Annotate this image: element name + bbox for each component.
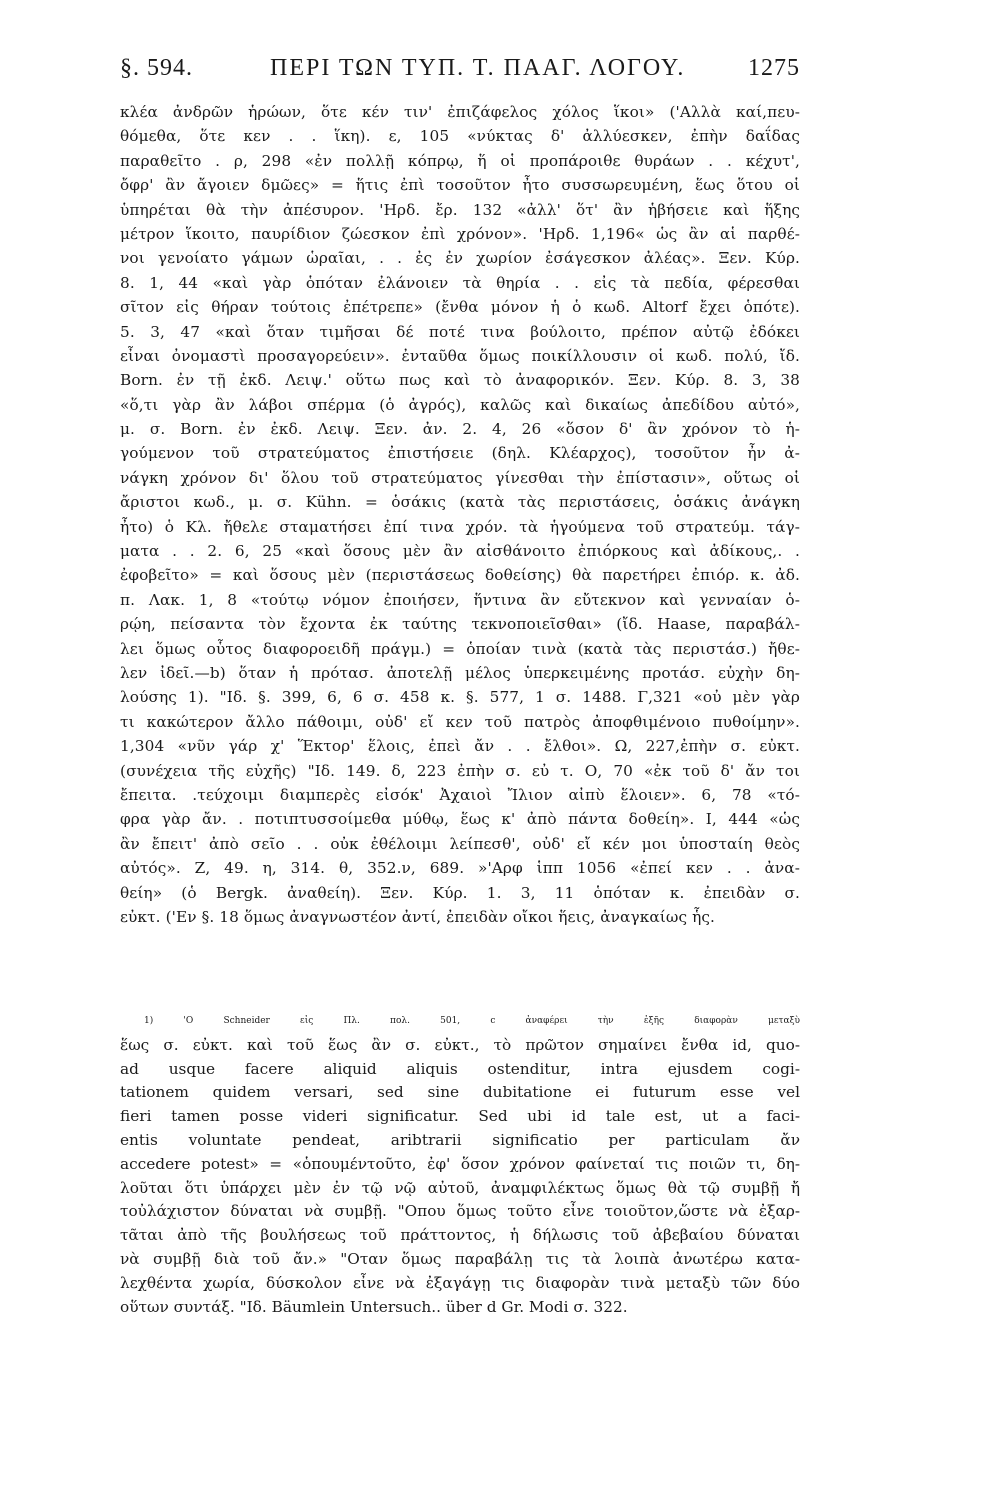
footnote-line: λοῦται ὅτι ὑπάρχει μὲν ἐν τῷ νῷ αὐτοῦ, ἀναμφιλέκτως ὅμως θὰ τῷ συμβῇ ἤ (120, 1178, 800, 1197)
text-line: 5. 3, 47 «καὶ ὅταν τιμῆσαι δέ ποτέ τινα βούλοιτο, πρέπον αὐτῷ ἐδόκει (120, 322, 800, 341)
text-line: μ. σ. Born. ἐν ἐκδ. Λειψ. Ξεν. ἀν. 2. 4, 26 «ὅσον δ' ἂν χρόνον τὸ ἡ- (120, 420, 800, 439)
footnote-line: ἕως σ. εὐκτ. καὶ τοῦ ἕως ἂν σ. εὐκτ., τὸ πρῶτον σημαίνει ἔνθα id, quo- (120, 1035, 800, 1054)
footnote-line: οὕτων συντάξ. "Ιδ. Bäumlein Untersuch.. über d Gr. Modi σ. 322. (120, 1297, 628, 1316)
text-line: τι κακώτερον ἄλλο πάθοιμι, οὐδ' εἴ κεν τοῦ πατρὸς ἀποφθιμένοιο πυθοίμην». (120, 712, 800, 731)
text-line: ἔπειτα. .τεύχοιμι διαμπερὲς εἰσόκ' Ἀχαιοὶ Ἴλιον αἰπὺ ἕλοιεν». 6, 78 «τό- (120, 785, 800, 804)
running-header (120, 55, 800, 95)
footnote-line: accedere potest» = «ὁπουμέντοῦτο, ἐφ' ὅσον χρόνον φαίνεταί τις ποιῶν τι, δη- (120, 1154, 800, 1173)
text-line: ρῴη, πείσαντα τὸν ἔχοντα ἐκ ταύτης τεκνοποιεῖσθαι» (ἴδ. Haase, παραβάλ- (120, 615, 800, 634)
page-number: 1275 (748, 55, 800, 81)
text-line: ὑπηρέται θὰ τὴν ἀπέσυρον. 'Ηρδ. ἔρ. 132 «ἀλλ' ὅτ' ἂν ἡβήσειε καὶ ἥξης (120, 200, 800, 219)
text-line: νάγκη χρόνον δι' ὅλου τοῦ στρατεύματος γίνεσθαι τὴν ἐπίστασιν», οὕτως οἱ (120, 468, 800, 487)
text-line: γούμενον τοῦ στρατεύματος ἐπιστήσειε (δηλ. Κλέαρχος), τοσοῦτον ἦν ἀ- (120, 444, 800, 463)
text-line: θείη» (ὁ Bergk. ἀναθείη). Ξεν. Κύρ. 1. 3, 11 ὁπόταν κ. ἐπειδὰν σ. (120, 883, 800, 902)
text-line: εὐκτ. ('Εν §. 18 ὅμως ἀναγνωστέον ἀντί, ἐπειδὰν οἴκοι ἥεις, ἀναγκαίως ἧς. (120, 907, 716, 926)
text-line: Born. ἐν τῇ ἐκδ. Λειψ.' οὕτω πως καὶ τὸ ἀναφορικόν. Ξεν. Κύρ. 8. 3, 38 (120, 371, 800, 390)
footnote-line: τᾶται ἀπὸ τῆς βουλήσεως τοῦ πράττοντος, ἡ δήλωσις τοῦ ἀβεβαίου δύναται (120, 1226, 800, 1245)
text-line: ἄριστοι κωδ., μ. σ. Kühn. = ὁσάκις (κατὰ τὰς περιστάσεις, ὁσάκις ἀνάγκη (120, 493, 800, 512)
text-line: 8. 1, 44 «καὶ γὰρ ὁπόταν ἐλάνοιεν τὰ θηρία . . εἰς τὰ πεδία, φέρεσθαι (120, 273, 800, 292)
text-line: ἐφοβεῖτο» = καὶ ὅσους μὲν (περιστάσεως δοθείσης) θὰ παρετήρει ἐπιόρ. κ. ἀδ. (120, 566, 800, 585)
text-line: ἦτο) ὁ Κλ. ἤθελε σταματήσει ἐπί τινα χρόν. τὰ ἡγούμενα τοῦ στρατεύμ. τάγ- (120, 517, 800, 536)
footnote-line: λεχθέντα χωρία, δύσκολον εἶνε νὰ ἐξαγάγῃ τις διαφορὰν τινὰ μεταξὺ τῶν δύο (120, 1273, 800, 1292)
text-line: εἶναι ὀνομαστὶ προσαγορεύειν». ἐνταῦθα ὅμως ποικίλλουσιν οἱ κωδ. πολύ, ἴδ. (120, 346, 800, 365)
text-line: αὐτός». Ζ, 49. η, 314. θ, 352.ν, 689. »'Αρφ ἱππ 1056 «ἐπεί κεν . . ἀνα- (120, 859, 800, 878)
footnote-line: τοὐλάχιστον δύναται νὰ συμβῇ. "Οπου ὅμως τοῦτο εἶνε τοιοῦτον,ὥστε νὰ ἐξαρ- (120, 1202, 800, 1221)
text-line: λεν ἰδεῖ.—b) ὅταν ἡ πρότασ. ἀποτελῇ μέλος ὑπερκειμένης προτάσ. εὐχὴν δη- (120, 663, 800, 682)
text-line: σῖτον εἰς θήραν τούτοις ἐπέτρεπε» (ἔνθα μόνον ἡ ὁ κωδ. Altorf ἔχει ὁπότε). (120, 298, 800, 317)
text-line: κλέα ἀνδρῶν ἡρώων, ὅτε κέν τιν' ἐπιζάφελος χόλος ἵκοι» ('Αλλὰ καί,πευ- (120, 103, 800, 121)
text-line: λει ὅμως οὗτος διαφοροειδῆ πράγμ.) = ὁποίαν τινὰ (κατὰ τὰς περιστάσ.) ἤθε- (120, 639, 800, 658)
text-line: «ὅ,τι γὰρ ἂν λάβοι σπέρμα (ὁ ἀγρός), καλῶς καὶ δικαίως ἀπεδίδου αὐτό», (120, 395, 800, 414)
footnote-line: fieri tamen posse videri significatur. Sed ubi id tale est, ut a faci- (120, 1107, 800, 1126)
text-line: μέτρον ἵκοιτο, παυρίδιον ζώεσκον ἐπὶ χρόνον». 'Ηρδ. 1,196« ὡς ἂν αἱ παρθέ- (120, 224, 800, 243)
text-line: θόμεθα, ὅτε κεν . . ἵκη). ε, 105 «νύκτας δ' ἀλλύεσκεν, ἐπὴν δαΐδας (120, 127, 800, 146)
text-line: (συνέχεια τῆς εὐχῆς) "Ιδ. 149. δ, 223 ἐπὴν σ. εὐ τ. Ο, 70 «ἐκ τοῦ δ' ἄν τοι (120, 761, 800, 780)
text-line: νοι γενοίατο γάμων ὡραῖαι, . . ἐς ἐν χωρίον ἐσάγεσκον ἀλέας». Ξεν. Κύρ. (120, 249, 800, 268)
text-line: ματα . . 2. 6, 25 «καὶ ὅσους μὲν ἂν αἰσθάνοιτο ἐπιόρκους καὶ ἀδίκους,. . (120, 542, 800, 561)
text-line: παραθεῖτο . ρ, 298 «ἐν πολλῇ κόπρῳ, ἥ οἱ προπάροιθε θυράων . . κέχυτ', (120, 151, 800, 170)
footnote-line: entis voluntate pendeat, aribtrarii significatio per particulam ἄν (120, 1130, 800, 1149)
text-line: ἂν ἔπειτ' ἀπὸ σεῖο . . οὐκ ἐθέλοιμι λείπεσθ', οὐδ' εἴ κέν μοι ὑποσταίη θεὸς (120, 834, 800, 853)
footnote-line: ad usque facere aliquid aliquis ostenditur, intra ejusdem cogi- (120, 1059, 800, 1078)
section-number: §. 594. (120, 55, 193, 81)
main-text (120, 100, 800, 929)
text-line: λούσης 1). "Ιδ. §. 399, 6, 6 σ. 458 κ. §. 577, 1 σ. 1488. Γ,321 «οὐ μὲν γὰρ (120, 688, 800, 707)
text-line: 1,304 «νῦν γάρ χ' Ἕκτορ' ἕλοις, ἐπεὶ ἄν . . ἔλθοι». Ω, 227,ἐπὴν σ. εὐκτ. (120, 737, 800, 756)
text-line: π. Λακ. 1, 8 «τούτῳ νόμον ἐποιήσεν, ἥντινα ἂν εὔτεκνον καὶ γενναίαν ὁ- (120, 590, 800, 609)
running-title: ΠΕΡΙ ΤΩΝ ΤΥΠ. Τ. ΠΑΑΓ. ΛΟΓΟΥ. (270, 55, 686, 81)
footnote-line: 1) 'Ο Schneider εἰς Πλ. πολ. 501, c ἀναφέρει τὴν ἑξῆς διαφορὰν μεταξὺ (144, 1016, 800, 1026)
text-line: ὄφρ' ἂν ἄγοιεν δμῶες» = ἥτις ἐπὶ τοσοῦτον ἦτο συσσωρευμένη, ἕως ὅτου οἱ (120, 176, 800, 195)
footnote-line: tationem quidem versari, sed sine dubitatione ei futurum esse vel (120, 1083, 800, 1102)
text-line: φρα γὰρ ἄν. . ποτιπτυσσοίμεθα μύθῳ, ἕως κ' ἀπὸ πάντα δοθείη». I, 444 «ὡς (120, 810, 800, 829)
footnote (120, 1010, 800, 1319)
footnote-line: νὰ συμβῇ διὰ τοῦ ἄν.» "Οταν ὅμως παραβάλῃ τις τὰ λοιπὰ ἀνωτέρω κατα- (120, 1249, 800, 1268)
